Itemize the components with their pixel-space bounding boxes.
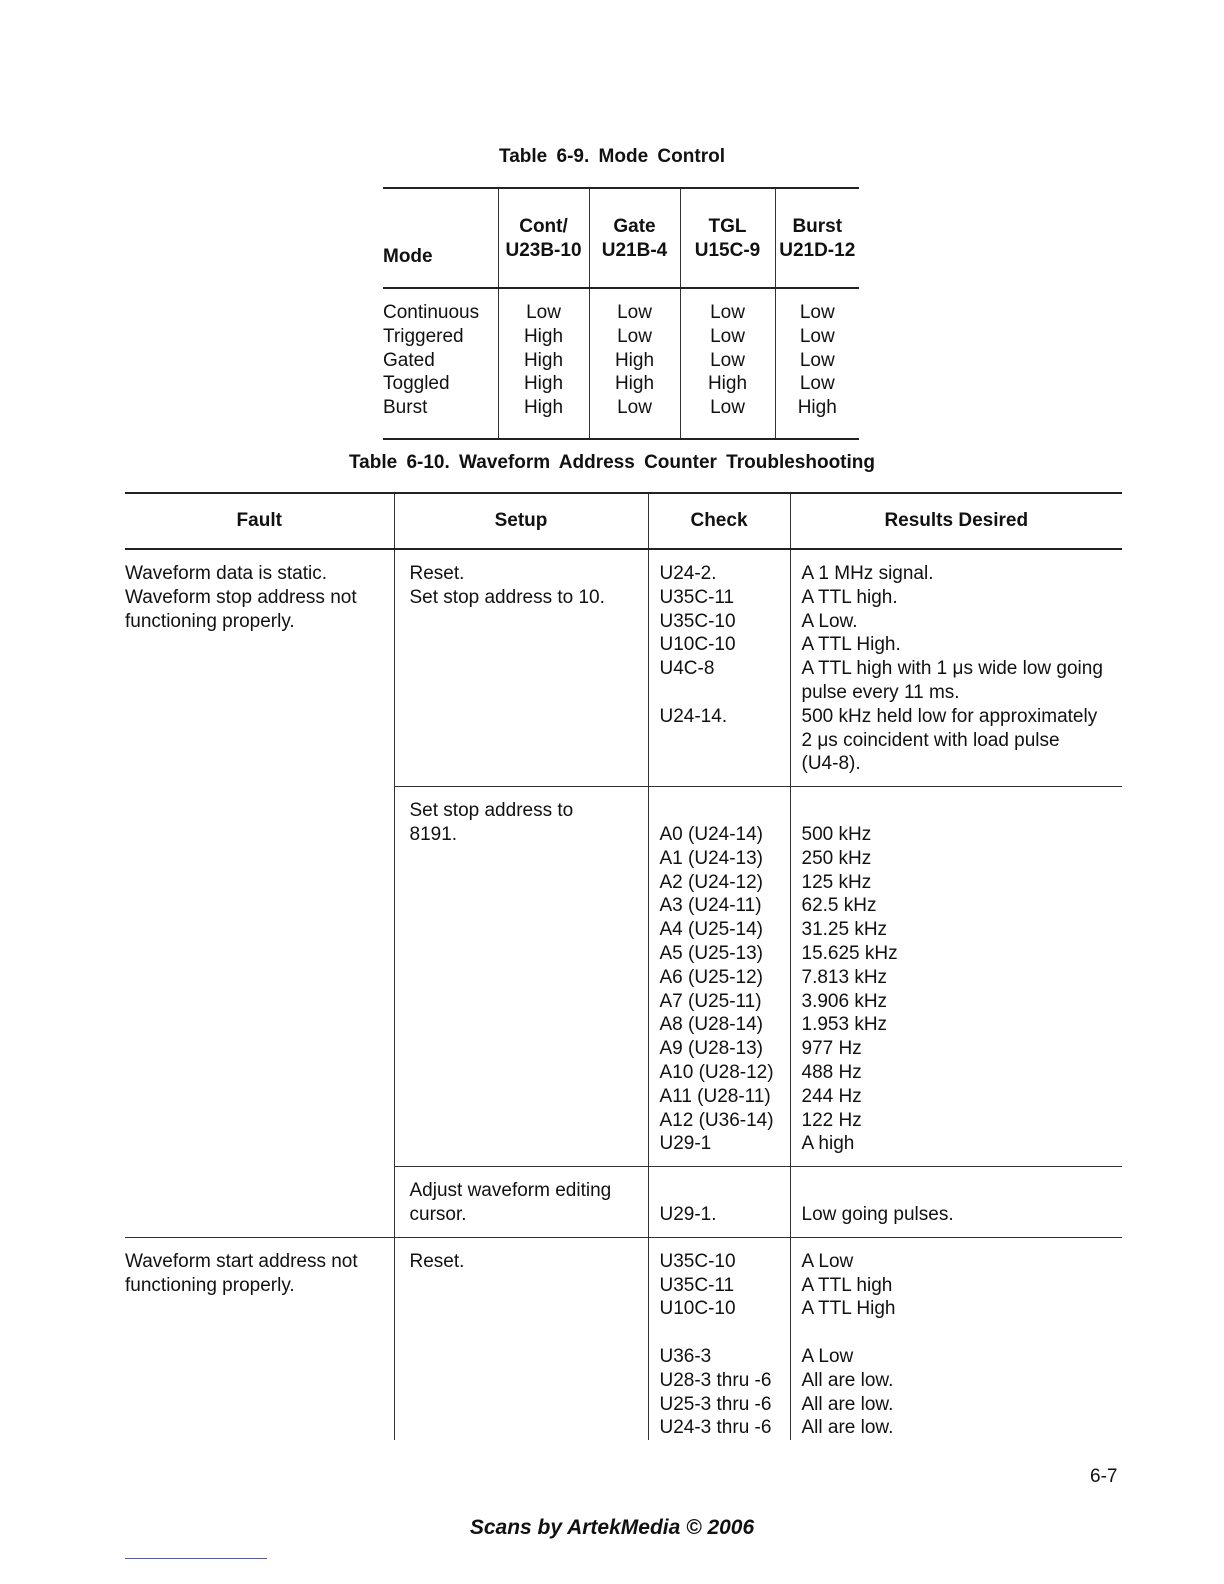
- burst-column: Low Low Low Low High: [775, 288, 859, 439]
- fault-cell: Waveform data is static. Waveform stop address not functioning properly.: [125, 563, 357, 632]
- table-row: [125, 549, 1122, 787]
- check-cell: A0 (U24-14) A1 (U24-13) A2 (U24-12) A3 (U24-11) A4 (U25-14) A5 (U25-13) A6 (U25-12) A7 (U25-11) A8 (U28-14) A9 (U28-13) A10 (U28-12) A11 (U28-11) A12 (U36-14) U29-1: [648, 787, 790, 1167]
- header-results: Results Desired: [790, 493, 1122, 549]
- table-header-row: [125, 493, 1122, 549]
- header-tgl: TGL U15C-9: [680, 188, 775, 288]
- header-burst: Burst U21D-12: [775, 188, 859, 288]
- table-body-row: [383, 288, 859, 439]
- mode-column: Continuous Triggered Gated Toggled Burst: [383, 302, 480, 419]
- check-cell: U35C-10 U35C-11 U10C-10 U36-3 U28-3 thru -6 U25-3 thru -6 U24-3 thru -6: [648, 1237, 790, 1440]
- table-row: [125, 1167, 1122, 1238]
- tgl-column: Low Low Low High Low: [680, 288, 775, 439]
- results-cell: Low going pulses.: [790, 1167, 1122, 1238]
- header-mode: Mode: [383, 188, 498, 288]
- header-setup: Setup: [394, 493, 648, 549]
- results-cell: 500 kHz 250 kHz 125 kHz 62.5 kHz 31.25 kHz 15.625 kHz 7.813 kHz 3.906 kHz 1.953 kHz 977 Hz 488 Hz 244 Hz 122 Hz A high: [790, 787, 1122, 1167]
- fault-cell: [125, 1167, 394, 1238]
- setup-cell: Set stop address to 8191.: [394, 787, 648, 1167]
- cont-column: Low High High High High: [498, 288, 589, 439]
- footer-credit: Scans by ArtekMedia © 2006: [469, 1516, 755, 1539]
- header-gate: Gate U21B-4: [589, 188, 680, 288]
- page-number: 6-7: [1090, 1466, 1118, 1487]
- footer-rule: [125, 1558, 267, 1559]
- setup-cell: Reset. Set stop address to 10.: [394, 549, 648, 787]
- table-row: [125, 787, 1122, 1167]
- check-cell: U29-1.: [648, 1167, 790, 1238]
- table-header-row: [383, 188, 859, 288]
- results-cell: A 1 MHz signal. A TTL high. A Low. A TTL High. A TTL high with 1 μs wide low going pulse every 11 ms. 500 kHz held low for approximately 2 μs coincident with load pulse (U4-8).: [790, 549, 1122, 787]
- table-row: [125, 1237, 1122, 1440]
- setup-cell: Reset.: [394, 1237, 648, 1440]
- troubleshooting-table: [125, 492, 1122, 1440]
- setup-cell: Adjust waveform editing cursor.: [394, 1167, 648, 1238]
- gate-column: Low Low High High Low: [589, 288, 680, 439]
- check-cell: U24-2. U35C-11 U35C-10 U10C-10 U4C-8 U24-14.: [648, 549, 790, 787]
- fault-cell: Waveform start address not functioning properly.: [125, 1237, 394, 1440]
- table-6-10-caption: Table 6-10. Waveform Address Counter Troubleshooting: [348, 452, 876, 473]
- mode-control-table: [383, 187, 859, 440]
- fault-cell: [125, 787, 394, 1167]
- table-6-9-caption: Table 6-9. Mode Control: [499, 146, 725, 167]
- header-cont: Cont/ U23B-10: [498, 188, 589, 288]
- results-cell: A Low A TTL high A TTL High A Low All are low. All are low. All are low.: [790, 1237, 1122, 1440]
- header-check: Check: [648, 493, 790, 549]
- header-fault: Fault: [125, 493, 394, 549]
